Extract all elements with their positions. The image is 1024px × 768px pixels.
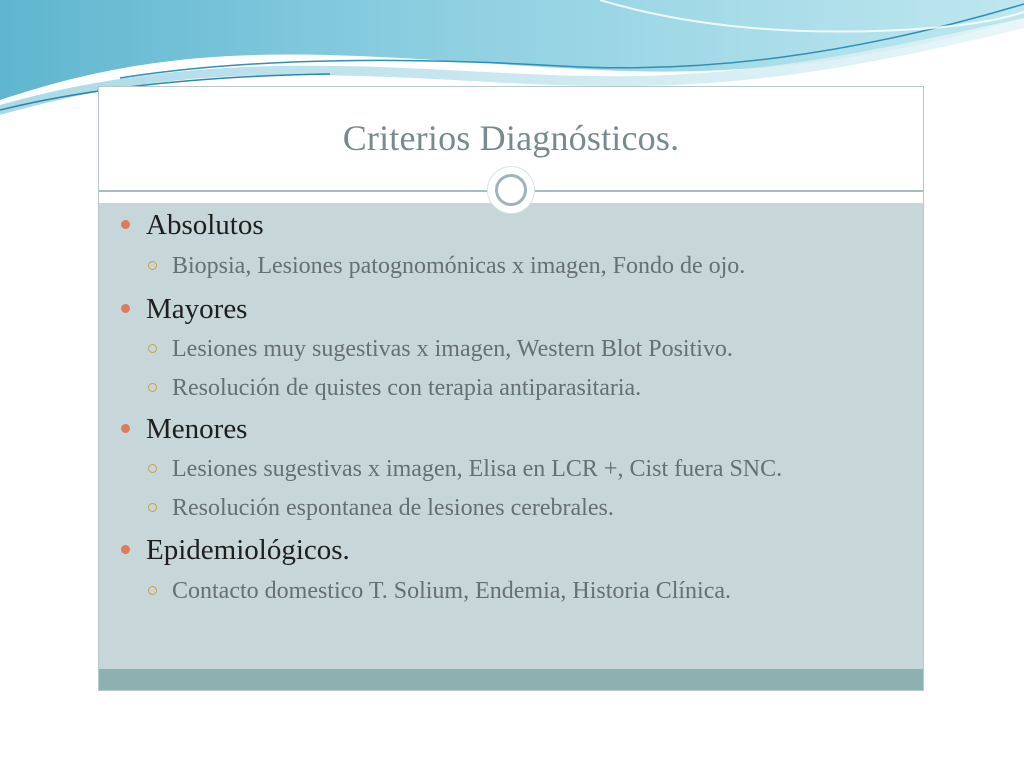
list-item-text: Resolución de quistes con terapia antiparasitaria. — [172, 375, 642, 401]
circle-ornament-ring — [495, 174, 527, 206]
section-heading-absolutos — [121, 209, 264, 242]
bullet-dot-icon — [121, 304, 130, 313]
bullet-dot-icon — [121, 220, 130, 229]
content-area — [99, 203, 923, 669]
bullet-ring-icon — [148, 586, 157, 595]
list-item — [148, 456, 782, 483]
section-heading-text: Absolutos — [146, 209, 264, 241]
section-heading-menores — [121, 413, 247, 446]
section-heading-text: Menores — [146, 413, 248, 445]
bottom-band — [99, 669, 923, 690]
bullet-dot-icon — [121, 424, 130, 433]
list-item-text: Lesiones muy sugestivas x imagen, Western Blot Positivo. — [172, 336, 733, 362]
list-item-text: Resolución espontanea de lesiones cerebrales. — [172, 495, 614, 521]
bullet-ring-icon — [148, 261, 157, 270]
bullet-list — [99, 203, 923, 669]
list-item — [148, 578, 731, 605]
slide-title: Criterios Diagnósticos. — [342, 118, 680, 158]
slide-frame — [99, 87, 923, 690]
bullet-dot-icon — [121, 545, 130, 554]
section-heading-text: Mayores — [146, 293, 248, 325]
list-item — [148, 253, 745, 280]
section-heading-mayores — [121, 293, 247, 326]
list-item — [148, 336, 733, 363]
bullet-ring-icon — [148, 383, 157, 392]
section-heading-text: Epidemiológicos. — [146, 534, 350, 566]
bullet-ring-icon — [148, 503, 157, 512]
list-item-text: Lesiones sugestivas x imagen, Elisa en LCR +, Cist fuera SNC. — [172, 456, 783, 482]
circle-ornament-icon — [487, 166, 535, 214]
list-item-text: Biopsia, Lesiones patognomónicas x imagen, Fondo de ojo. — [172, 253, 746, 279]
bullet-ring-icon — [148, 464, 157, 473]
list-item — [148, 375, 641, 402]
bullet-ring-icon — [148, 344, 157, 353]
list-item-text: Contacto domestico T. Solium, Endemia, Historia Clínica. — [172, 578, 732, 604]
section-heading-epidemiologicos — [121, 534, 350, 567]
list-item — [148, 495, 614, 522]
